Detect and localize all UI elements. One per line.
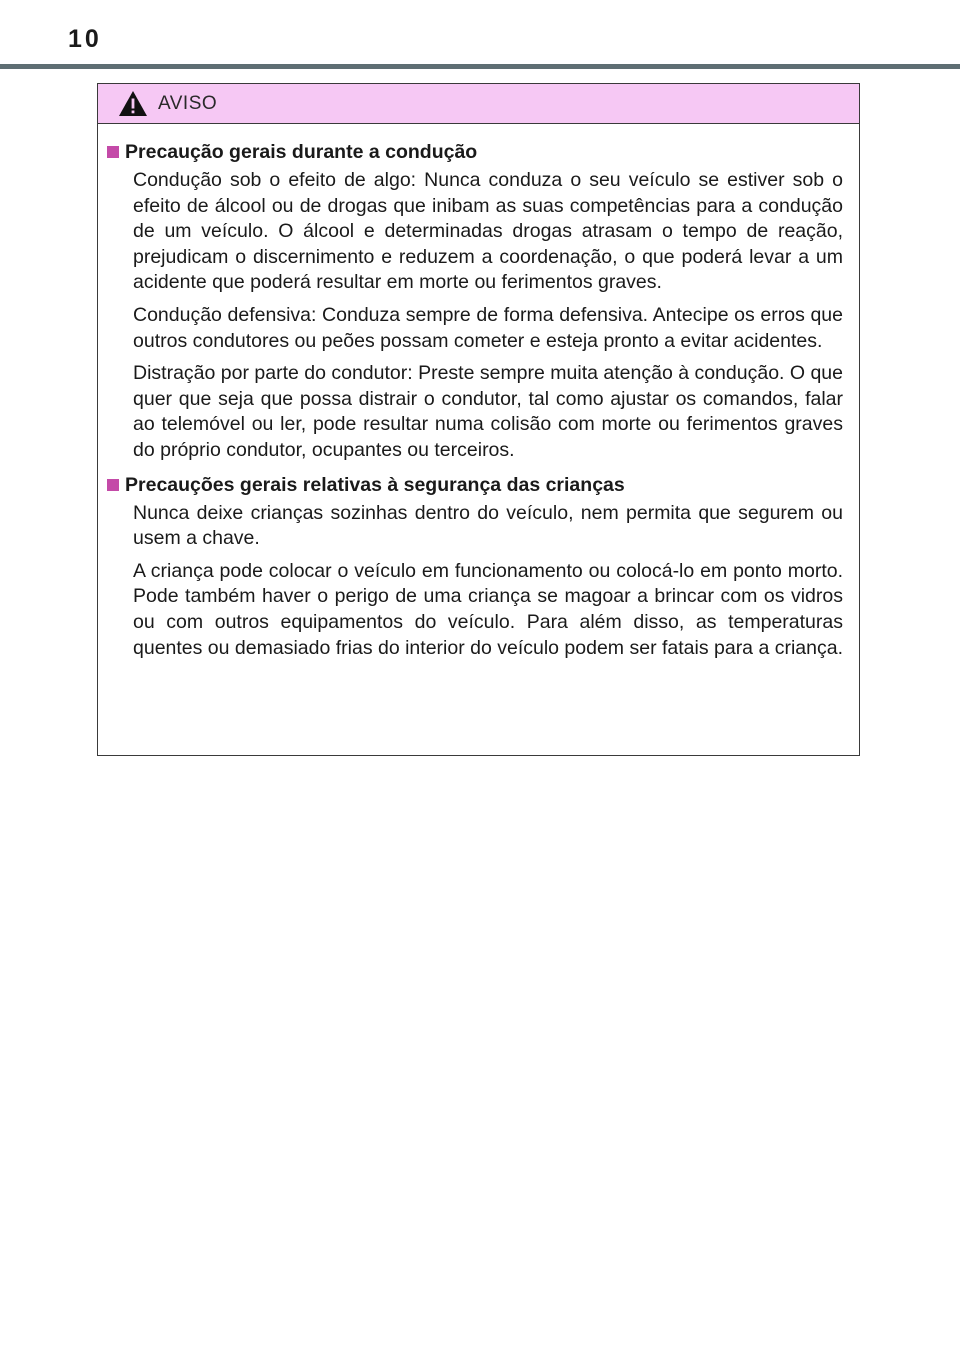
section-heading-text: Precauções gerais relativas à segurança das crianças <box>125 473 625 496</box>
warning-header <box>98 84 859 124</box>
warning-triangle-icon <box>118 90 148 117</box>
paragraph-child-hazards: A criança pode colocar o veículo em funcionamento ou colocá-lo em ponto morto. Pode também haver o perigo de uma criança se magoar a brincar com os vidros ou com outros equipamentos do veículo. Para além disso, as temperaturas quentes ou demasiado frias do interior do veículo podem ser fatais para a criança. <box>133 559 843 659</box>
paragraph-children-alone: Nunca deixe crianças sozinhas dentro do veículo, nem permita que segurem ou usem a chave. <box>133 501 843 550</box>
warning-title: AVISO <box>158 92 218 114</box>
section-heading-text: Precaução gerais durante a condução <box>125 141 478 163</box>
page-number: 10 <box>68 25 102 53</box>
warning-box <box>97 83 860 756</box>
paragraph-impaired-driving: Condução sob o efeito de algo: Nunca conduza o seu veículo se estiver sob o efeito de álcool ou de drogas que inibam as suas competências para a condução de um veículo. O álcool e determinadas drogas atrasam o tempo de reação, prejudicam o discernimento e reduzem a coordenação, o que poderá levar a um acidente que poderá resultar em morte ou ferimentos graves. <box>133 169 843 294</box>
section-heading <box>107 471 843 499</box>
square-bullet-icon <box>107 146 119 158</box>
paragraph-driver-distraction: Distração por parte do condutor: Preste sempre muita atenção à condução. O que quer que seja que possa distrair o condutor, tal como ajustar os comandos, falar ao telemóvel ou ler, pode resultar numa colisão com morte ou ferimentos graves do próprio condutor, ocupantes ou terceiros. <box>133 362 843 461</box>
header-rule <box>0 64 960 69</box>
square-bullet-icon <box>107 479 119 491</box>
section-general-driving <box>107 138 843 464</box>
warning-body <box>98 124 859 661</box>
section-child-safety <box>107 471 843 662</box>
section-heading <box>107 138 843 166</box>
paragraph-defensive-driving: Condução defensiva: Conduza sempre de forma defensiva. Antecipe os erros que outros condutores ou peões possam cometer e esteja pronto a evitar acidentes. <box>133 303 843 352</box>
